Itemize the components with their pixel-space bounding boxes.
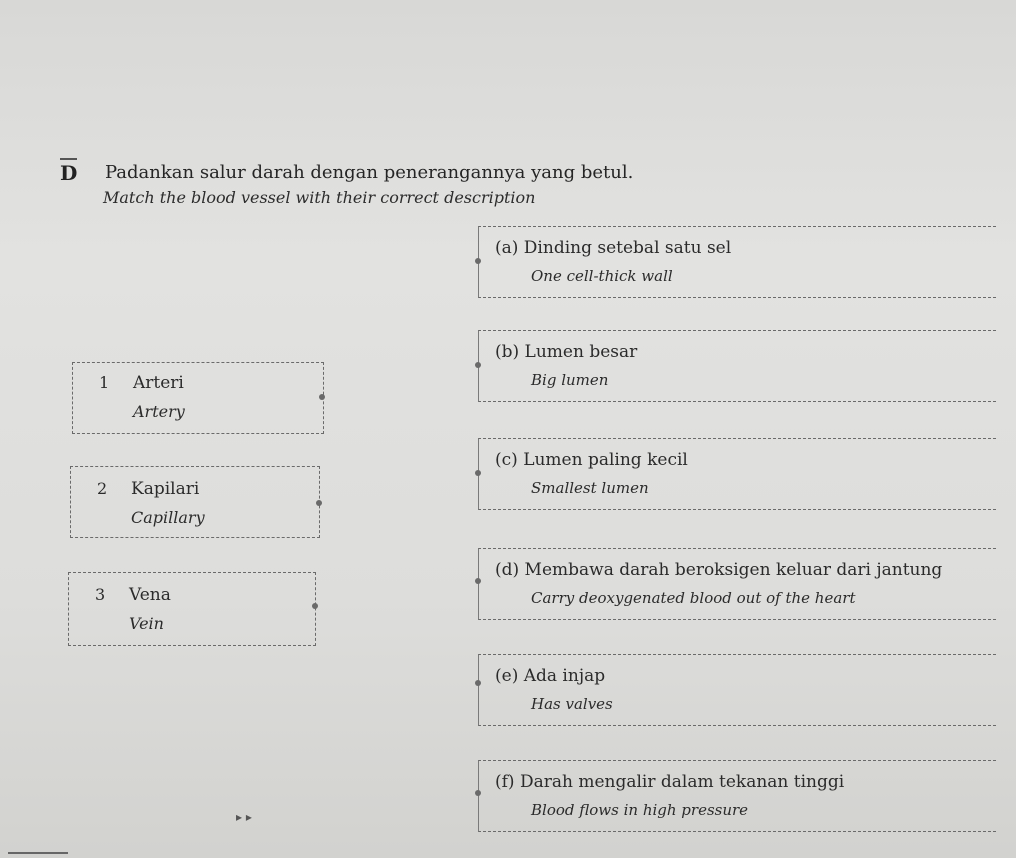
match-dot-d[interactable] (475, 578, 481, 584)
description-english: Has valves (531, 695, 613, 713)
description-malay: (d) Membawa darah beroksigen keluar dari jantung (495, 560, 943, 580)
description-english: Big lumen (531, 371, 609, 389)
vessel-name-english: Artery (133, 402, 185, 421)
stray-pencil-marks: ▸ ▸ (236, 810, 252, 824)
vessel-number: 2 (97, 479, 108, 498)
vessel-box-vein[interactable] (68, 572, 316, 646)
vessel-number: 3 (95, 585, 106, 604)
vessel-number: 1 (99, 373, 110, 392)
description-box-c[interactable] (478, 438, 996, 510)
match-dot-a[interactable] (475, 258, 481, 264)
description-box-f[interactable] (478, 760, 996, 832)
description-malay: (c) Lumen paling kecil (495, 450, 688, 470)
description-box-d[interactable] (478, 548, 996, 620)
description-english: Carry deoxygenated blood out of the heart (531, 589, 856, 607)
match-dot-b[interactable] (475, 362, 481, 368)
description-english: Blood flows in high pressure (531, 801, 749, 819)
description-malay: (f) Darah mengalir dalam tekanan tinggi (495, 772, 845, 792)
section-letter: D (60, 158, 77, 185)
vessel-box-capillary[interactable] (70, 466, 320, 538)
description-box-e[interactable] (478, 654, 996, 726)
match-dot-artery[interactable] (319, 394, 325, 400)
description-english: One cell-thick wall (531, 267, 673, 285)
page-corner-line (8, 852, 68, 854)
vessel-name-english: Capillary (131, 508, 205, 527)
instruction-malay: Padankan salur darah dengan penerangannya yang betul. (105, 162, 634, 183)
match-dot-c[interactable] (475, 470, 481, 476)
description-box-b[interactable] (478, 330, 996, 402)
match-dot-f[interactable] (475, 790, 481, 796)
vessel-box-artery[interactable] (72, 362, 324, 434)
description-malay: (e) Ada injap (495, 666, 606, 686)
instruction-english: Match the blood vessel with their correct description (103, 188, 536, 207)
match-dot-vein[interactable] (312, 603, 318, 609)
vessel-name-malay: Arteri (133, 373, 184, 393)
match-dot-e[interactable] (475, 680, 481, 686)
vessel-name-malay: Kapilari (131, 479, 200, 499)
description-box-a[interactable] (478, 226, 996, 298)
description-malay: (a) Dinding setebal satu sel (495, 238, 732, 258)
match-dot-capillary[interactable] (316, 500, 322, 506)
description-english: Smallest lumen (531, 479, 649, 497)
description-malay: (b) Lumen besar (495, 342, 638, 362)
vessel-name-malay: Vena (129, 585, 171, 605)
vessel-name-english: Vein (129, 614, 164, 633)
